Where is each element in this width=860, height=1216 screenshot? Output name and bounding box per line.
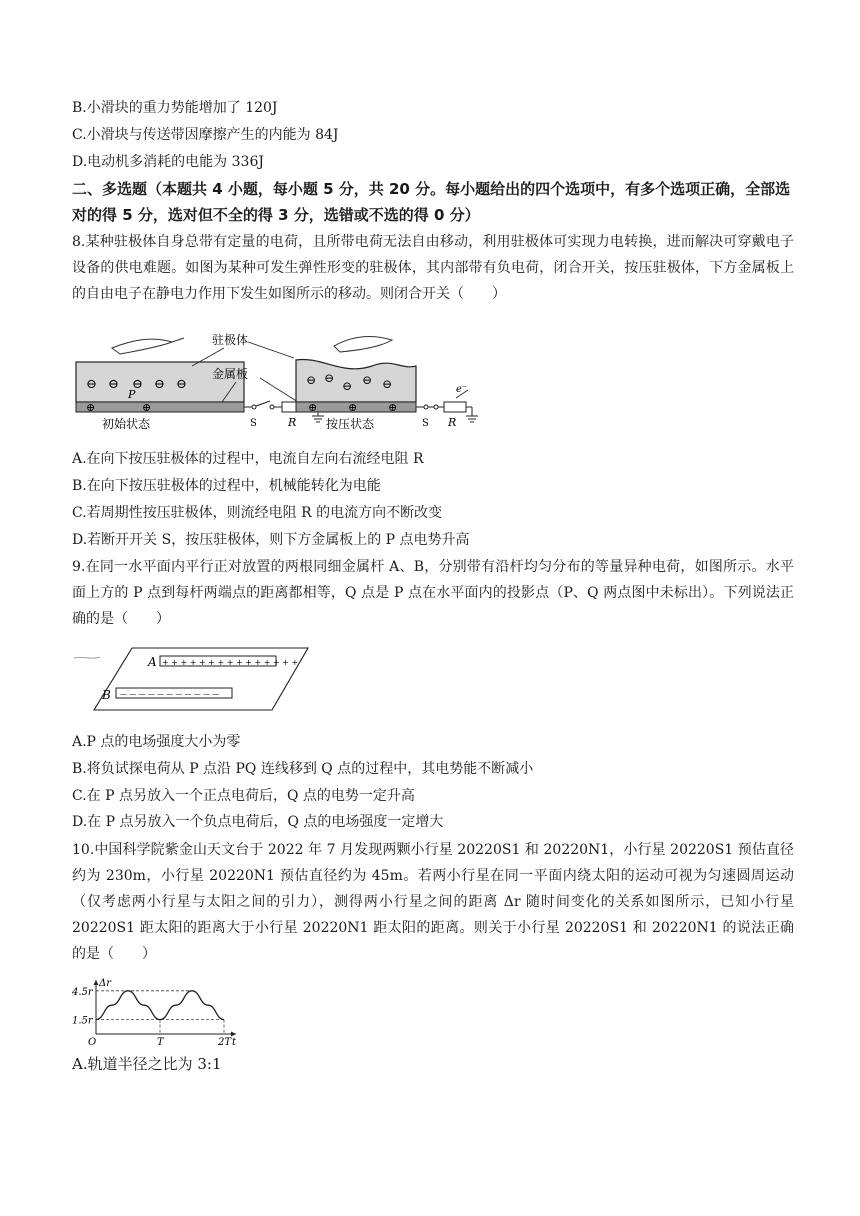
x-axis-arrow-icon (231, 1032, 236, 1037)
label-s: S (250, 418, 257, 429)
label-r: R (448, 416, 457, 429)
x-tick-label: T (157, 1037, 164, 1046)
positive-charge-icon: ⊕ (348, 401, 358, 414)
q8-figure (72, 326, 482, 434)
negative-charge-icon: ⊖ (342, 379, 353, 393)
chart-series-line (96, 991, 224, 1020)
negative-charge-icon: ⊖ (306, 373, 317, 387)
label-r: R (288, 416, 297, 429)
positive-charge-icon: ⊕ (388, 401, 398, 414)
q8-option-a: A.在向下按压驻极体的过程中，电流自左向右流经电阻 R (72, 451, 424, 467)
metal-plate-initial (76, 402, 244, 412)
label-rod-a: A (148, 655, 157, 669)
negative-charge-icon: ⊖ (176, 377, 187, 392)
q9-option-d: D.在 P 点另放入一个负点电荷后，Q 点的电场强度一定增大 (72, 814, 444, 830)
q8-option-d: D.若断开开关 S，按压驻极体，则下方金属板上的 P 点电势升高 (72, 532, 470, 548)
label-metal-plate: 金属板 (212, 367, 249, 381)
negative-charge-icon: ⊖ (382, 377, 393, 391)
label-electret: 驻极体 (212, 333, 249, 347)
negative-charge-icon: ⊖ (132, 377, 143, 392)
q7-option-b: B.小滑块的重力势能增加了 120J (72, 100, 278, 116)
q10-chart (72, 978, 262, 1046)
q8-option-b: B.在向下按压驻极体的过程中，机械能转化为电能 (72, 478, 381, 494)
q9-option-c: C.在 P 点另放入一个正点电荷后，Q 点的电势一定升高 (72, 788, 415, 804)
rod-b-charges: — — — — — — — — — — — (120, 690, 220, 698)
x-tick-label: 2T (218, 1037, 232, 1046)
y-tick-label: 4.5r (72, 986, 93, 998)
q7-option-c: C.小滑块与传送带因摩擦产生的内能为 84J (72, 127, 339, 143)
negative-charge-icon: ⊖ (154, 377, 165, 392)
y-axis-arrow-icon (94, 980, 99, 985)
section-2-heading: 二、多选题（本题共 4 小题，每小题 5 分，共 20 分。每小题给出的四个选项中，有多个选项正确，全部选对的得 5 分，选对但不全的得 3 分，选错或不选的得 0 分） (72, 180, 791, 224)
x-axis-label: t (232, 1037, 237, 1046)
positive-charge-icon: ⊕ (142, 401, 152, 414)
y-axis-label: Δr (99, 978, 112, 989)
q9-figure (72, 640, 312, 716)
positive-charge-icon: ⊕ (308, 401, 318, 414)
q8-option-c: C.若周期性按压驻极体，则流经电阻 R 的电流方向不断改变 (72, 505, 443, 521)
label-pressed-state: 按压状态 (326, 417, 375, 431)
q8-stem: 8.某种驻极体自身总带有定量的电荷，且所带电荷无法自由移动，利用驻极体可实现力电转换，进而解决可穿戴电子设备的供电难题。如图为某种可发生弹性形变的驻极体，其内部带有负电荷，闭合开关，按压驻极体，下方金属板上的自由电子在静电力作用下发生如图所示的移动。则闭合开关（ ） (72, 234, 794, 302)
negative-charge-icon: ⊖ (108, 377, 119, 392)
q9-option-a: A.P 点的电场强度大小为零 (72, 734, 241, 750)
label-s: S (422, 418, 429, 429)
resistor-icon (444, 402, 466, 412)
negative-charge-icon: ⊖ (86, 377, 97, 392)
label-p: P (128, 388, 136, 401)
hand-icon (112, 339, 172, 354)
negative-charge-icon: ⊖ (362, 373, 373, 387)
positive-charge-icon: ⊕ (86, 401, 96, 414)
q9-stem: 9.在同一水平面内平行正对放置的两根同细金属杆 A、B，分别带有沿杆均匀分布的等量异种电荷，如图所示。水平面上方的 P 点到每杆两端点的距离都相等，Q 点是 P 点在水平面内的投影点（P、Q 两点图中未标出）。下列说法正确的是（ ） (72, 559, 794, 627)
q10-option-a: A.轨道半径之比为 3:1 (72, 1055, 222, 1073)
q9-option-b: B.将负试探电荷从 P 点沿 PQ 连线移到 Q 点的过程中，其电势能不断减小 (72, 761, 534, 777)
y-tick-label: 1.5r (72, 1015, 93, 1027)
q7-option-d: D.电动机多消耗的电能为 336J (72, 154, 264, 170)
hand-icon (334, 337, 392, 352)
rod-a-charges: + + + + + + + + + + + + + + + (162, 658, 299, 667)
negative-charge-icon: ⊖ (324, 371, 335, 385)
label-electron: e⁻ (456, 384, 468, 395)
label-initial-state: 初始状态 (102, 417, 151, 431)
label-rod-b: B (102, 688, 111, 702)
switch-icon (256, 401, 270, 406)
q10-stem: 10.中国科学院紫金山天文台于 2022 年 7 月发现两颗小行星 20220S1 和 20220N1，小行星 20220S1 预估直径约为 230m，小行星 20220N1 预估直径约为 45m。若两小行星在同一平面内绕太阳的运动可视为匀速圆周运动（仅考虑两小行星与太阳之间的引力），测得两小行星之间的距离 Δr 随时间变化的关系如图所示，已知小行星 20220S1 距太阳的距离大于小行星 20220N1 距太阳的距离。则关于小行星 20220S1 和 20220N1 的说法正确的是（ ） (72, 842, 794, 962)
x-tick-label: O (88, 1037, 97, 1046)
